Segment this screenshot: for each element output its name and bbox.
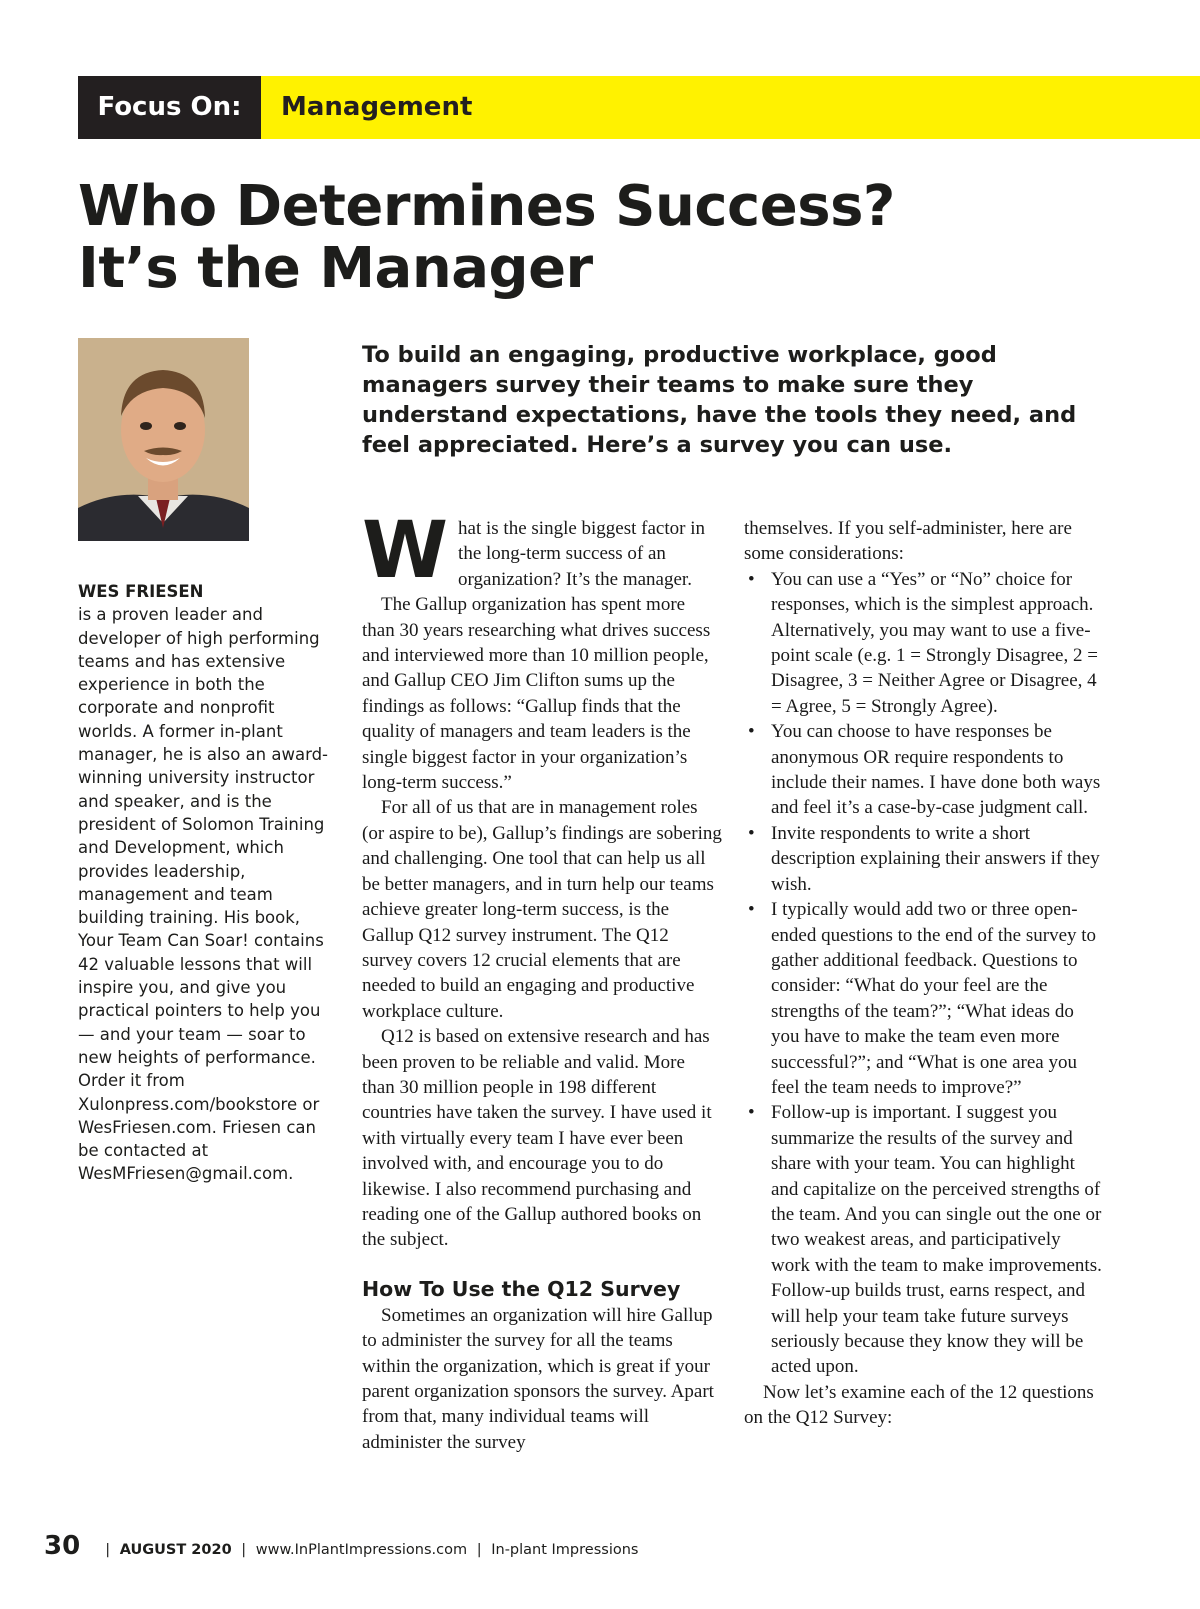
drop-cap: W [362, 506, 449, 596]
title-line-2: It’s the Manager [78, 236, 593, 301]
author-portrait-icon [78, 338, 249, 541]
list-item: • Follow-up is important. I suggest you summarize the results of the survey and share with your team. You can highlight and capitalize on the perceived strengths of the team. And you can single out the one or two weakest areas, and participatively work with the team to make improvements. Follow-up builds trust, earns respect, and will help your team take future surveys seriously because they know they will be acted upon. [744, 1100, 1104, 1379]
page-footer [44, 1531, 638, 1565]
paragraph-4: Q12 is based on extensive research and has been proven to be reliable and valid. More than 30 million people in 198 different countries have taken the survey. I have used it with virtually every team I have ever been involved with, and encourage you to do likewise. I also recommend purchasing and reading one of the Gallup authored books on the subject. [362, 1026, 712, 1251]
footer-separator: | [241, 1542, 247, 1558]
footer-info [100, 1542, 638, 1558]
section-subhead: How To Use the Q12 Survey [362, 1276, 681, 1301]
paragraph-5: Sometimes an organization will hire Gallup to administer the survey for all the teams within the organization, which is great if your parent organization sponsors the survey. Apart from that, many individual teams will administer the survey [362, 1304, 714, 1453]
focus-label: Focus On: [78, 76, 261, 139]
paragraph-7: Now let’s examine each of the 12 questions on the Q12 Survey: [744, 1381, 1094, 1429]
list-item: • You can use a “Yes” or “No” choice for responses, which is the simplest approach. Alternatively, you may want to use a five-point scale (e.g. 1 = Strongly Disagree, 2 = Disagree, 3 = Neither Agree or Disagree, 4 = Agree, 5 = Strongly Agree). [744, 567, 1104, 719]
website-link[interactable]: www.InPlantImpressions.com [255, 1542, 468, 1558]
footer-separator: | [105, 1542, 111, 1558]
footer-separator: | [476, 1542, 482, 1558]
paragraph-3: For all of us that are in management roles (or aspire to be), Gallup’s findings are sobering and challenging. One tool that can help us all be better managers, and in turn help our teams achieve greater long-term success, is the Gallup Q12 survey instrument. The Q12 survey covers 12 crucial elements that are needed to build an engaging and productive workplace culture. [362, 797, 722, 1022]
author-bio [78, 580, 338, 1186]
article-column-1 [362, 506, 722, 1455]
publication-name: In-plant Impressions [491, 1542, 639, 1558]
page-number: 30 [44, 1531, 81, 1561]
considerations-list [744, 567, 1104, 1380]
issue-date: AUGUST 2020 [119, 1542, 232, 1558]
article-column-2 [744, 516, 1104, 1431]
list-item: • You can choose to have responses be anonymous OR require respondents to include their names. I have done both ways and feel it’s a case-by-case judgment call. [744, 719, 1104, 821]
article-deck: To build an engaging, productive workplace, good managers survey their teams to make sure they understand expectations, have the tools they need, and feel appreciated. Here’s a survey you can use. [362, 342, 1077, 458]
author-photo [78, 338, 249, 541]
list-item: • I typically would add two or three open-ended questions to the end of the survey to gather additional feedback. Questions to consider: “What do your feel are the strengths of the team?”; “What ideas do you have to make the team even more successful?”; and “What is one area you feel the team needs to improve?” [744, 897, 1104, 1100]
author-bio-text: is a proven leader and developer of high performing teams and has extensive experience in both the corporate and nonprofit worlds. A former in-plant manager, he is also an award-winning university instructor and speaker, and is the president of Solomon Training and Development, which provides leadership, management and team building training. His book, Your Team Can Soar! contains 42 valuable lessons that will inspire you, and give you practical pointers to help you — and your team — soar to new heights of performance. Order it from Xulonpress.com/bookstore or WesFriesen.com. Friesen can be contacted at WesMFriesen@gmail.com. [78, 605, 329, 1184]
author-name: WES FRIESEN [78, 582, 204, 601]
article-title [78, 176, 895, 300]
list-item: • Invite respondents to write a short description explaining their answers if they wish. [744, 821, 1104, 897]
paragraph-1-text: hat is the single biggest factor in the long-term success of an organization? It’s the manager. [458, 518, 705, 590]
title-line-1: Who Determines Success? [78, 174, 895, 239]
paragraph-intro [362, 506, 722, 596]
section-header [78, 76, 1200, 139]
paragraph-2: The Gallup organization has spent more than 30 years researching what drives success and interviewed more than 10 million people, and Gallup CEO Jim Clifton sums up the findings as follows: “Gallup finds that the quality of managers and team leaders is the single biggest factor in your organization’s long-term success.” [362, 594, 711, 794]
topic-label: Management [261, 76, 1200, 139]
paragraph-6: themselves. If you self-administer, here are some considerations: [744, 518, 1072, 565]
